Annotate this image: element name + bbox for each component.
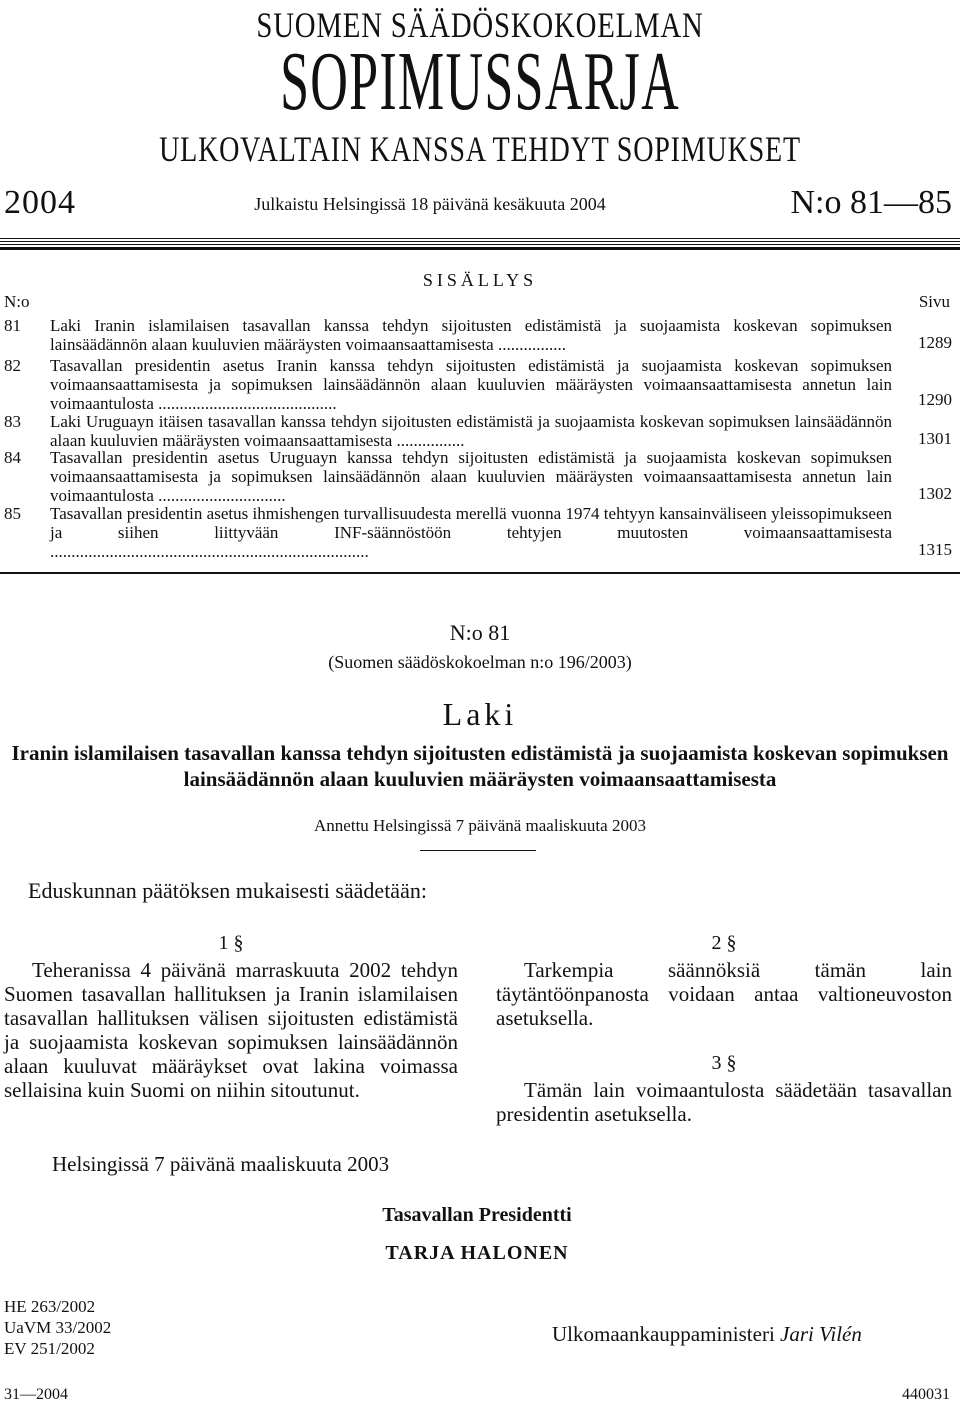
footer-print-code: 440031 bbox=[902, 1386, 950, 1403]
signing-place-date: Helsingissä 7 päivänä maaliskuuta 2003 bbox=[52, 1152, 390, 1176]
section-2-text: Tarkempia säännöksiä tämän lain täytäntöönpanosta voidaan antaa valtioneuvoston asetuksella. bbox=[496, 958, 952, 1030]
toc-item-text: Tasavallan presidentin asetus Iranin kanssa tehdyn sijoitusten edistämistä ja suojaamista koskevan sopimuksen voimaansaattamisesta ja sopimuksen lainsäädännön alaan kuuluvien määräysten voimaansaattamisesta annetun lain voimaantulosta .......................................... bbox=[50, 356, 892, 413]
toc-page-header: Sivu bbox=[918, 292, 950, 311]
minister-name: Jari Vilén bbox=[780, 1322, 862, 1346]
minister-role: Ulkomaankauppaministeri bbox=[552, 1322, 775, 1346]
toc-title: SISÄLLYS bbox=[422, 270, 538, 290]
toc-item-page: 1289 bbox=[918, 333, 952, 352]
toc-bottom-rule bbox=[0, 572, 960, 574]
masthead-rule-3 bbox=[0, 244, 960, 245]
masthead-rule-4 bbox=[0, 247, 960, 250]
act-number: N:o 81 bbox=[449, 620, 511, 645]
toc-item-number: 83 bbox=[4, 412, 21, 431]
act-type: Laki bbox=[442, 696, 518, 732]
toc-number-header: N:o bbox=[4, 292, 30, 311]
toc-item[interactable] bbox=[4, 356, 952, 414]
section-2-heading: 2 § bbox=[711, 932, 737, 954]
toc-item-text: Laki Uruguayn itäisen tasavallan kanssa tehdyn sijoitusten edistämistä ja suojaamista koskevan sopimuksen lainsäädännön alaan kuuluvien määräysten voimaansaattamisesta ................ bbox=[50, 412, 892, 450]
toc-item[interactable] bbox=[4, 316, 952, 356]
section-3-heading: 3 § bbox=[711, 1052, 737, 1074]
toc-item-text: Laki Iranin islamilaisen tasavallan kanssa tehdyn sijoitusten edistämistä ja suojaamista koskevan sopimuksen lainsäädännön alaan kuuluvien määräysten voimaansaattamisesta ................ bbox=[50, 316, 892, 354]
toc-item-page: 1302 bbox=[918, 484, 952, 503]
series-title: SUOMEN SÄÄDÖSKOKOELMAN bbox=[256, 5, 704, 45]
masthead-rule-2 bbox=[0, 241, 960, 242]
toc-item-page: 1315 bbox=[918, 540, 952, 559]
toc-item-number: 82 bbox=[4, 356, 21, 375]
toc-item-text: Tasavallan presidentin asetus Uruguayn kanssa tehdyn sijoitusten edistämistä ja suojaamista koskevan sopimuksen voimaansaattamisesta ja sopimuksen lainsäädännön alaan kuuluvien määräysten voimaansaattamisesta annetun lain voimaantulosta .............................. bbox=[50, 448, 892, 505]
masthead-rule-1 bbox=[0, 238, 960, 239]
section-3-text: Tämän lain voimaantulosta säädetään tasavallan presidentin asetuksella. bbox=[496, 1078, 952, 1126]
publication-date: Julkaistu Helsingissä 18 päivänä kesäkuuta 2004 bbox=[254, 194, 606, 214]
toc-item[interactable] bbox=[4, 412, 952, 452]
president-role: Tasavallan Presidentti bbox=[382, 1204, 572, 1226]
section-1-text: Teheranissa 4 päivänä marraskuuta 2002 tehdyn Suomen tasavallan hallituksen ja Iranin islamilaisen tasavallan hallituksen välisen sijoitusten edistämistä ja suojaamista koskevan sopimuksen lainsäädännön alaan kuuluvat määräykset ovat lakina voimassa sellaisina kuin Suomi on niihin sitoutunut. bbox=[4, 958, 458, 1102]
publication-subtitle: ULKOVALTAIN KANSSA TEHDYT SOPIMUKSET bbox=[159, 129, 801, 169]
divider bbox=[420, 850, 536, 851]
toc-item-page: 1290 bbox=[918, 390, 952, 409]
legislative-references bbox=[4, 1296, 111, 1359]
reference-ev: EV 251/2002 bbox=[4, 1339, 95, 1358]
footer-issue-code: 31—2004 bbox=[4, 1386, 68, 1403]
act-subject: Iranin islamilaisen tasavallan kanssa tehdyn sijoitusten edistämistä ja suojaamista koskevan sopimuksen lainsäädännön alaan kuuluvien määräysten voimaansaattamisesta bbox=[11, 741, 949, 791]
toc-item-text: Tasavallan presidentin asetus ihmishengen turvallisuudesta merellä vuonna 1974 tehtyyn kansainväliseen yleissopimukseen ja siihen liittyvään INF-säännöstöön tehtyjen muutosten voimaansaattamisesta ........................................................................... bbox=[50, 504, 892, 561]
toc-item[interactable] bbox=[4, 504, 952, 562]
toc-item-number: 85 bbox=[4, 504, 21, 523]
toc-item-page: 1301 bbox=[918, 429, 952, 448]
section-1-heading: 1 § bbox=[218, 932, 244, 954]
act-enacted-date: Annettu Helsingissä 7 päivänä maaliskuuta 2003 bbox=[314, 816, 646, 835]
publication-year: 2004 bbox=[4, 184, 76, 221]
reference-uavm: UaVM 33/2002 bbox=[4, 1318, 112, 1337]
toc-item[interactable] bbox=[4, 448, 952, 506]
act-reference: (Suomen säädöskokoelman n:o 196/2003) bbox=[328, 652, 632, 672]
issue-numbers: N:o 81—85 bbox=[790, 184, 952, 221]
president-name: TARJA HALONEN bbox=[385, 1242, 569, 1264]
toc-item-number: 81 bbox=[4, 316, 21, 335]
toc-item-number: 84 bbox=[4, 448, 21, 467]
minister-signature bbox=[552, 1322, 862, 1347]
act-preamble: Eduskunnan päätöksen mukaisesti säädetään: bbox=[28, 878, 427, 903]
reference-he: HE 263/2002 bbox=[4, 1297, 96, 1316]
publication-title: SOPIMUSSARJA bbox=[280, 35, 680, 128]
